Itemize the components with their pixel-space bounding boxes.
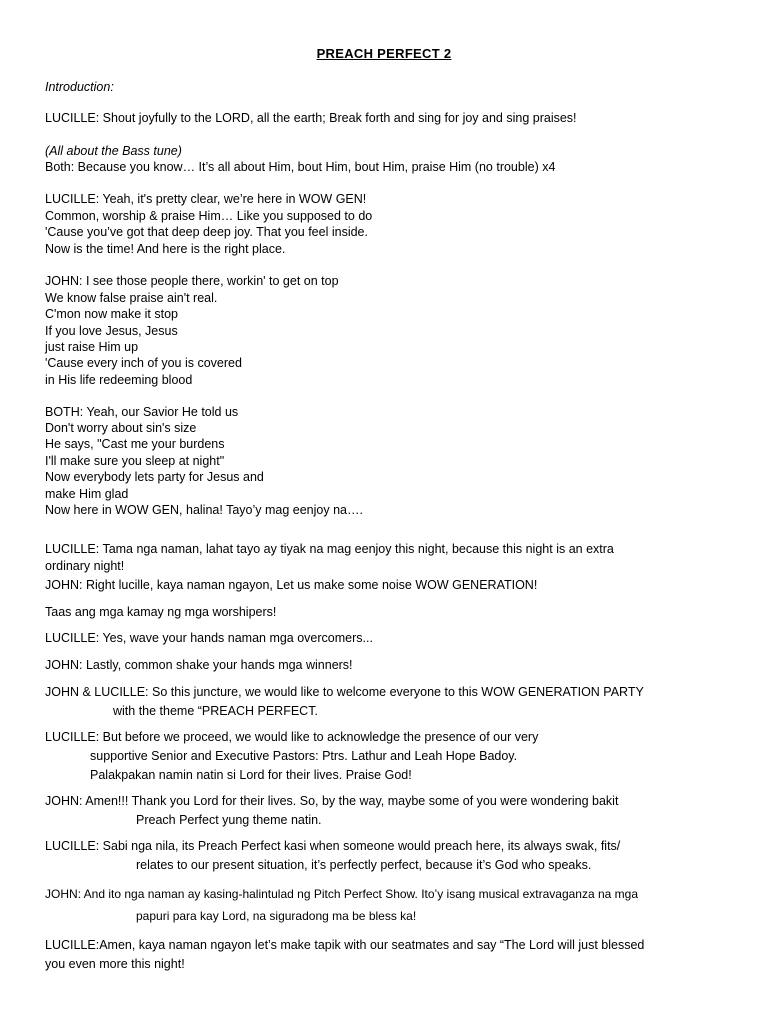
text-line: Now everybody lets party for Jesus and [45, 470, 264, 484]
text-line: with the theme “PREACH PERFECT. [113, 704, 318, 718]
text-line: LUCILLE: Shout joyfully to the LORD, all the earth; Break forth and sing for joy and sing praises! [45, 111, 577, 125]
text-line: Now is the time! And here is the right place. [45, 242, 286, 256]
page-title: PREACH PERFECT 2 [316, 46, 452, 61]
text-line: I'll make sure you sleep at night" [45, 454, 225, 468]
text-line: (All about the Bass tune) [45, 144, 182, 158]
text-line: Now here in WOW GEN, halina! Tayo’y mag eenjoy na…. [45, 503, 363, 517]
text-line: We know false praise ain't real. [45, 291, 218, 305]
text-line: LUCILLE:Amen, kaya naman ngayon let’s make tapik with our seatmates and say “The Lord will just blessed [45, 938, 645, 952]
text-line: Both: Because you know… It’s all about Him, bout Him, bout Him, praise Him (no trouble) x4 [45, 160, 556, 174]
text-line: If you love Jesus, Jesus [45, 324, 178, 338]
text-line: LUCILLE: Yeah, it's pretty clear, we’re here in WOW GEN! [45, 192, 367, 206]
text-line: 'Cause every inch of you is covered [45, 356, 242, 370]
text-line: JOHN & LUCILLE: So this juncture, we would like to welcome everyone to this WOW GENERATION PARTY [45, 685, 644, 699]
text-line: JOHN: I see those people there, workin' to get on top [45, 274, 339, 288]
text-line: you even more this night! [45, 957, 185, 971]
text-line: BOTH: Yeah, our Savior He told us [45, 405, 239, 419]
text-line: ordinary night! [45, 559, 125, 573]
text-line: in His life redeeming blood [45, 373, 193, 387]
text-line: 'Cause you’ve got that deep deep joy. That you feel inside. [45, 225, 368, 239]
text-line: Palakpakan namin natin si Lord for their lives. Praise God! [90, 768, 412, 782]
text-line: make Him glad [45, 487, 129, 501]
text-line: LUCILLE: But before we proceed, we would like to acknowledge the presence of our very [45, 730, 539, 744]
text-line: JOHN: Right lucille, kaya naman ngayon, Let us make some noise WOW GENERATION! [45, 578, 538, 592]
text-line: JOHN: Amen!!! Thank you Lord for their lives. So, by the way, maybe some of you were wondering bakit [45, 794, 619, 808]
text-line: papuri para kay Lord, na siguradong ma be bless ka! [136, 909, 417, 923]
text-line: JOHN: Lastly, common shake your hands mga winners! [45, 658, 353, 672]
text-line: C'mon now make it stop [45, 307, 178, 321]
text-line: LUCILLE: Sabi nga nila, its Preach Perfect kasi when someone would preach here, its always swak, fits/ [45, 839, 621, 853]
text-line: Preach Perfect yung theme natin. [136, 813, 322, 827]
intro-label: Introduction: [45, 80, 114, 94]
text-line: Taas ang mga kamay ng mga worshipers! [45, 605, 277, 619]
text-line: He says, "Cast me your burdens [45, 437, 225, 451]
text-line: LUCILLE: Tama nga naman, lahat tayo ay tiyak na mag eenjoy this night, because this night is an extra [45, 542, 614, 556]
text-line: relates to our present situation, it’s perfectly perfect, because it’s God who speaks. [136, 858, 592, 872]
text-line: Common, worship & praise Him… Like you supposed to do [45, 209, 373, 223]
text-line: JOHN: And ito nga naman ay kasing-halintulad ng Pitch Perfect Show. Ito’y isang musical extravaganza na mga [45, 887, 638, 901]
text-line: Don't worry about sin's size [45, 421, 197, 435]
text-line: LUCILLE: Yes, wave your hands naman mga overcomers... [45, 631, 373, 645]
text-line: supportive Senior and Executive Pastors: Ptrs. Lathur and Leah Hope Badoy. [90, 749, 518, 763]
text-line: just raise Him up [45, 340, 139, 354]
